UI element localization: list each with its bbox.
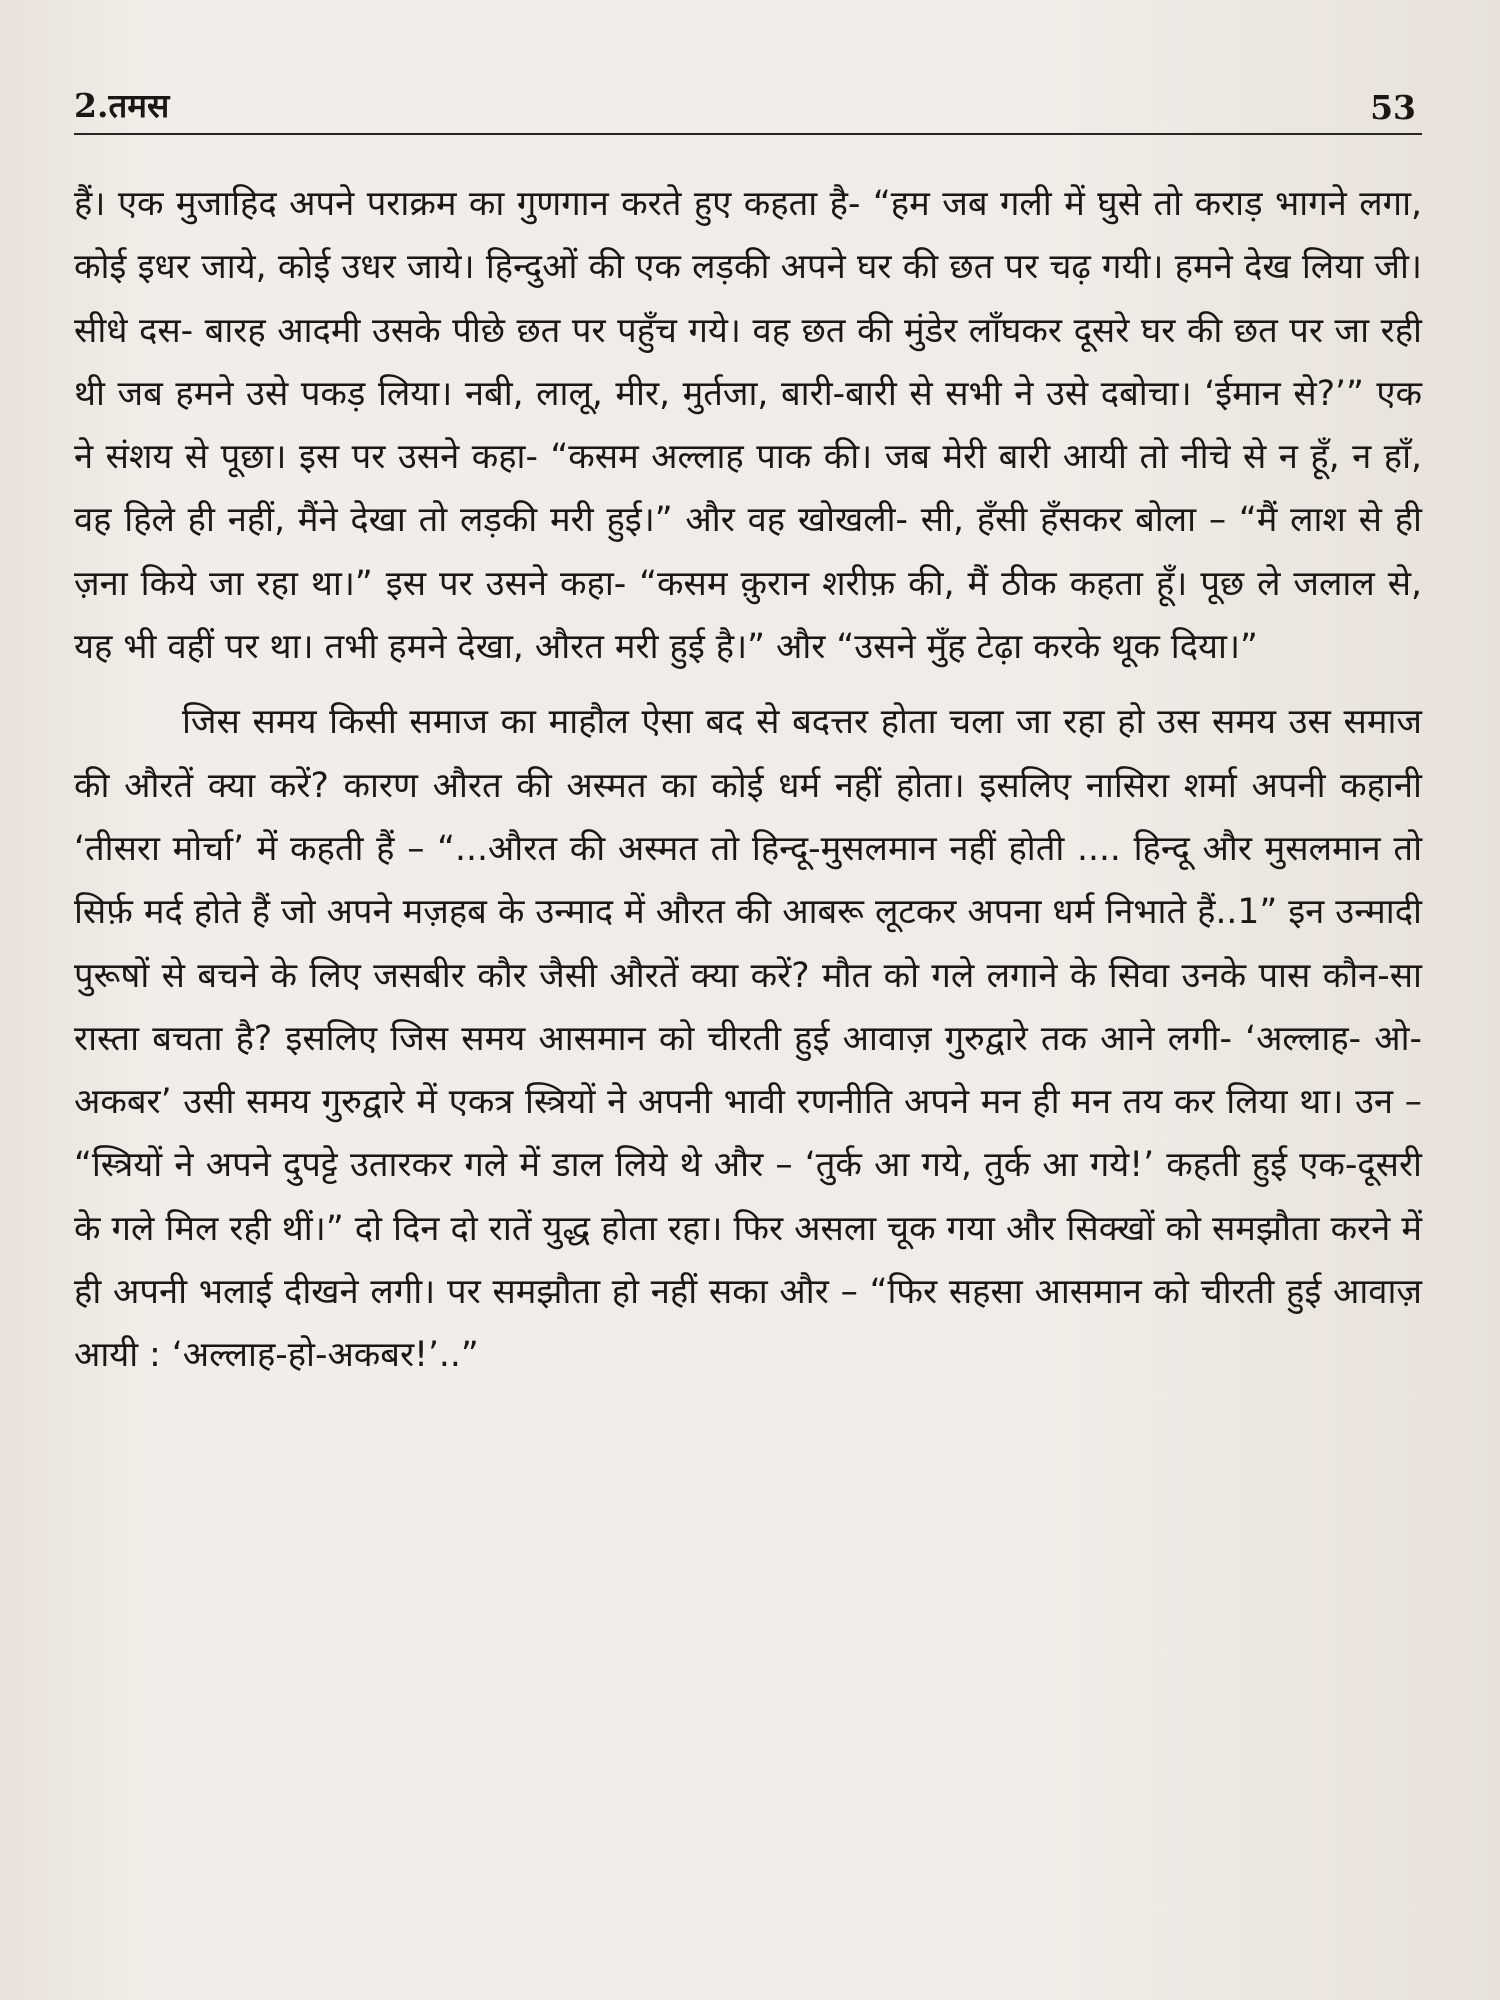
running-header <box>74 82 1422 135</box>
paragraph-1: हैं। एक मुजाहिद अपने पराक्रम का गुणगान करते हुए कहता है- “हम जब गली में घुसे तो कराड़ भागने लगा, कोई इधर जाये, कोई उधर जाये। हिन्दुओं की एक लड़की अपने घर की छत पर चढ़ गयी। हमने देख लिया जी। सीधे दस- बारह आदमी उसके पीछे छत पर पहुँच गये। वह छत की मुंडेर लाँघकर दूसरे घर की छत पर जा रही थी जब हमने उसे पकड़ लिया। नबी, लालू, मीर, मुर्तजा, बारी-बारी से सभी ने उसे दबोचा। ‘ईमान से?’” एक ने संशय से पूछा। इस पर उसने कहा- “कसम अल्लाह पाक की। जब मेरी बारी आयी तो नीचे से न हूँ, न हाँ, वह हिले ही नहीं, मैंने देखा तो लड़की मरी हुई।” और वह खोखली- सी, हँसी हँसकर बोला – “मैं लाश से ही ज़ना किये जा रहा था।” इस पर उसने कहा- “कसम क़ुरान शरीफ़ की, मैं ठीक कहता हूँ। पूछ ले जलाल से, यह भी वहीं पर था। तभी हमने देखा, औरत मरी हुई है।” और “उसने मुँह टेढ़ा करके थूक दिया।” <box>74 184 1422 668</box>
chapter-title: 2.तमस <box>74 86 170 125</box>
paragraph-2: जिस समय किसी समाज का माहौल ऐसा बद से बदत्तर होता चला जा रहा हो उस समय उस समाज की औरतें क्या करें? कारण औरत की अस्मत का कोई धर्म नहीं होता। इसलिए नासिरा शर्मा अपनी कहानी ‘तीसरा मोर्चा’ में कहती हैं – “...औरत की अस्मत तो हिन्दू-मुसलमान नहीं होती .... हिन्दू और मुसलमान तो सिर्फ़ मर्द होते हैं जो अपने मज़हब के उन्माद में औरत की आबरू लूटकर अपना धर्म निभाते हैं..1” इन उन्मादी पुरूषों से बचने के लिए जसबीर कौर जैसी औरतें क्या करें? मौत को गले लगाने के सिवा उनके पास कौन-सा रास्ता बचता है? इसलिए जिस समय आसमान को चीरती हुई आवाज़ गुरुद्वारे तक आने लगी- ‘अल्लाह- ओ- अकबर’ उसी समय गुरुद्वारे में एकत्र स्त्रियों ने अपनी भावी रणनीति अपने मन ही मन तय कर लिया था। उन – “स्त्रियों ने अपने दुपट्टे उतारकर गले में डाल लिये थे और – ‘तुर्क आ गये, तुर्क आ गये!’ कहती हुई एक-दूसरी के गले मिल रही थीं।” दो दिन दो रातें युद्ध होता रहा। फिर असला चूक गया और सिक्खों को समझौता करने में ही अपनी भलाई दीखने लगी। पर समझौता हो नहीं सका और – “फिर सहसा आसमान को चीरती हुई आवाज़ आयी : ‘अल्लाह-हो-अकबर!’..” <box>74 702 1422 1376</box>
body-text <box>74 173 1422 1388</box>
page-number: 53 <box>1370 88 1416 127</box>
